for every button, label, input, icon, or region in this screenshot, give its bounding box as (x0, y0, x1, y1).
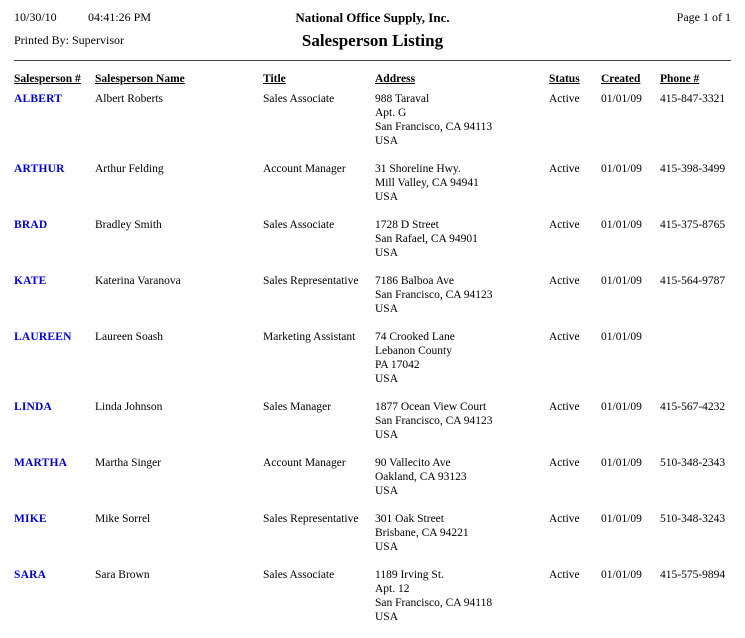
address-line: 1877 Ocean View Court (375, 401, 487, 413)
table-row (14, 162, 731, 218)
salesperson-name: Mike Sorrel (95, 513, 151, 525)
address-line: USA (375, 303, 399, 315)
salesperson-code-link[interactable]: ARTHUR (14, 163, 65, 175)
salesperson-created: 01/01/09 (601, 275, 642, 287)
table-row (14, 400, 731, 456)
salesperson-status: Active (549, 457, 580, 469)
address-line: San Rafael, CA 94901 (375, 233, 478, 245)
salesperson-created: 01/01/09 (601, 401, 642, 413)
column-header: Address (375, 73, 416, 85)
salesperson-address (375, 162, 549, 218)
table-header-row (14, 72, 731, 92)
salesperson-address (375, 456, 549, 512)
address-line: USA (375, 541, 399, 553)
salesperson-phone (660, 330, 731, 400)
salesperson-title: Sales Associate (263, 569, 335, 581)
salesperson-phone: 510-348-2343 (660, 457, 726, 469)
salesperson-name: Martha Singer (95, 457, 162, 469)
print-date: 10/30/10 (14, 10, 57, 24)
salesperson-status: Active (549, 513, 580, 525)
salesperson-phone: 510-348-3243 (660, 513, 726, 525)
salesperson-created: 01/01/09 (601, 457, 642, 469)
page-header (14, 10, 731, 60)
address-line: San Francisco, CA 94118 (375, 597, 493, 609)
address-line: USA (375, 247, 399, 259)
column-header: Salesperson # (14, 73, 81, 85)
address-line: 988 Taraval (375, 93, 430, 105)
address-line: USA (375, 373, 399, 385)
salesperson-phone: 415-847-3321 (660, 93, 726, 105)
address-line: Apt. 12 (375, 583, 410, 595)
table-row (14, 512, 731, 568)
table-row (14, 568, 731, 638)
header-center (14, 10, 731, 51)
address-line: 74 Crooked Lane (375, 331, 455, 343)
salesperson-status: Active (549, 93, 580, 105)
salesperson-created: 01/01/09 (601, 331, 642, 343)
header-right (677, 10, 731, 25)
salesperson-status: Active (549, 275, 580, 287)
address-line: Oakland, CA 93123 (375, 471, 467, 483)
printed-by: Printed By: Supervisor (14, 33, 124, 47)
salesperson-name: Laureen Soash (95, 331, 164, 343)
salesperson-address (375, 400, 549, 456)
salesperson-status: Active (549, 401, 580, 413)
print-time: 04:41:26 PM (88, 10, 152, 24)
salesperson-title: Account Manager (263, 163, 346, 175)
report-title: Salesperson Listing (301, 31, 444, 50)
column-header: Phone # (660, 73, 700, 85)
salesperson-phone: 415-567-4232 (660, 401, 726, 413)
address-line: San Francisco, CA 94123 (375, 415, 493, 427)
address-line: Brisbane, CA 94221 (375, 527, 469, 539)
salesperson-address (375, 568, 549, 638)
salesperson-address (375, 218, 549, 274)
salesperson-address (375, 330, 549, 400)
address-line: Lebanon County (375, 345, 452, 357)
salesperson-status: Active (549, 569, 580, 581)
address-line: USA (375, 611, 399, 623)
address-line: 31 Shoreline Hwy. (375, 163, 461, 175)
address-line: Apt. G (375, 107, 407, 119)
salesperson-address (375, 274, 549, 330)
salesperson-address (375, 92, 549, 162)
address-line: 1728 D Street (375, 219, 439, 231)
salesperson-title: Marketing Assistant (263, 331, 356, 343)
header-divider (14, 60, 731, 61)
salesperson-title: Sales Associate (263, 93, 335, 105)
column-header: Salesperson Name (95, 73, 185, 85)
salesperson-code-link[interactable]: MIKE (14, 513, 47, 525)
salesperson-name: Bradley Smith (95, 219, 162, 231)
salesperson-code-link[interactable]: ALBERT (14, 93, 63, 105)
address-line: PA 17042 (375, 359, 420, 371)
salesperson-status: Active (549, 219, 580, 231)
salesperson-created: 01/01/09 (601, 569, 642, 581)
salesperson-status: Active (549, 331, 580, 343)
column-header: Title (263, 73, 286, 85)
address-line: 7186 Balboa Ave (375, 275, 454, 287)
column-header: Status (549, 73, 580, 85)
salesperson-code-link[interactable]: KATE (14, 275, 47, 287)
salesperson-code-link[interactable]: LINDA (14, 401, 53, 413)
salesperson-name: Albert Roberts (95, 93, 164, 105)
company-name: National Office Supply, Inc. (295, 10, 450, 25)
salesperson-title: Sales Representative (263, 513, 359, 525)
salesperson-code-link[interactable]: SARA (14, 569, 47, 581)
address-line: USA (375, 135, 399, 147)
salesperson-name: Arthur Felding (95, 163, 164, 175)
address-line: 90 Vallecito Ave (375, 457, 451, 469)
address-line: San Francisco, CA 94123 (375, 289, 493, 301)
salesperson-title: Sales Manager (263, 401, 332, 413)
column-header: Created (601, 73, 641, 85)
address-line: 301 Oak Street (375, 513, 444, 525)
salesperson-title: Account Manager (263, 457, 346, 469)
salesperson-address (375, 512, 549, 568)
salesperson-name: Linda Johnson (95, 401, 163, 413)
table-row (14, 92, 731, 162)
table-row (14, 274, 731, 330)
address-line: USA (375, 485, 399, 497)
salesperson-phone: 415-575-9894 (660, 569, 726, 581)
address-line: USA (375, 191, 399, 203)
address-line: Mill Valley, CA 94941 (375, 177, 479, 189)
address-line: 1189 Irving St. (375, 569, 444, 581)
salesperson-created: 01/01/09 (601, 93, 642, 105)
salesperson-created: 01/01/09 (601, 219, 642, 231)
salesperson-code-link[interactable]: BRAD (14, 219, 48, 231)
salesperson-code-link[interactable]: LAUREEN (14, 331, 72, 343)
table-row (14, 330, 731, 400)
salesperson-code-link[interactable]: MARTHA (14, 457, 68, 469)
page-number: Page 1 of 1 (676, 10, 731, 24)
table-row (14, 218, 731, 274)
address-line: USA (375, 429, 399, 441)
salesperson-name: Sara Brown (95, 569, 150, 581)
salesperson-created: 01/01/09 (601, 513, 642, 525)
salesperson-phone: 415-375-8765 (660, 219, 726, 231)
table-row (14, 456, 731, 512)
address-line: San Francisco, CA 94113 (375, 121, 493, 133)
salesperson-created: 01/01/09 (601, 163, 642, 175)
salesperson-phone: 415-398-3499 (660, 163, 726, 175)
salesperson-title: Sales Representative (263, 275, 359, 287)
salesperson-status: Active (549, 163, 580, 175)
salesperson-table (14, 72, 731, 638)
salesperson-name: Katerina Varanova (95, 275, 181, 287)
salesperson-phone: 415-564-9787 (660, 275, 726, 287)
salesperson-title: Sales Associate (263, 219, 335, 231)
